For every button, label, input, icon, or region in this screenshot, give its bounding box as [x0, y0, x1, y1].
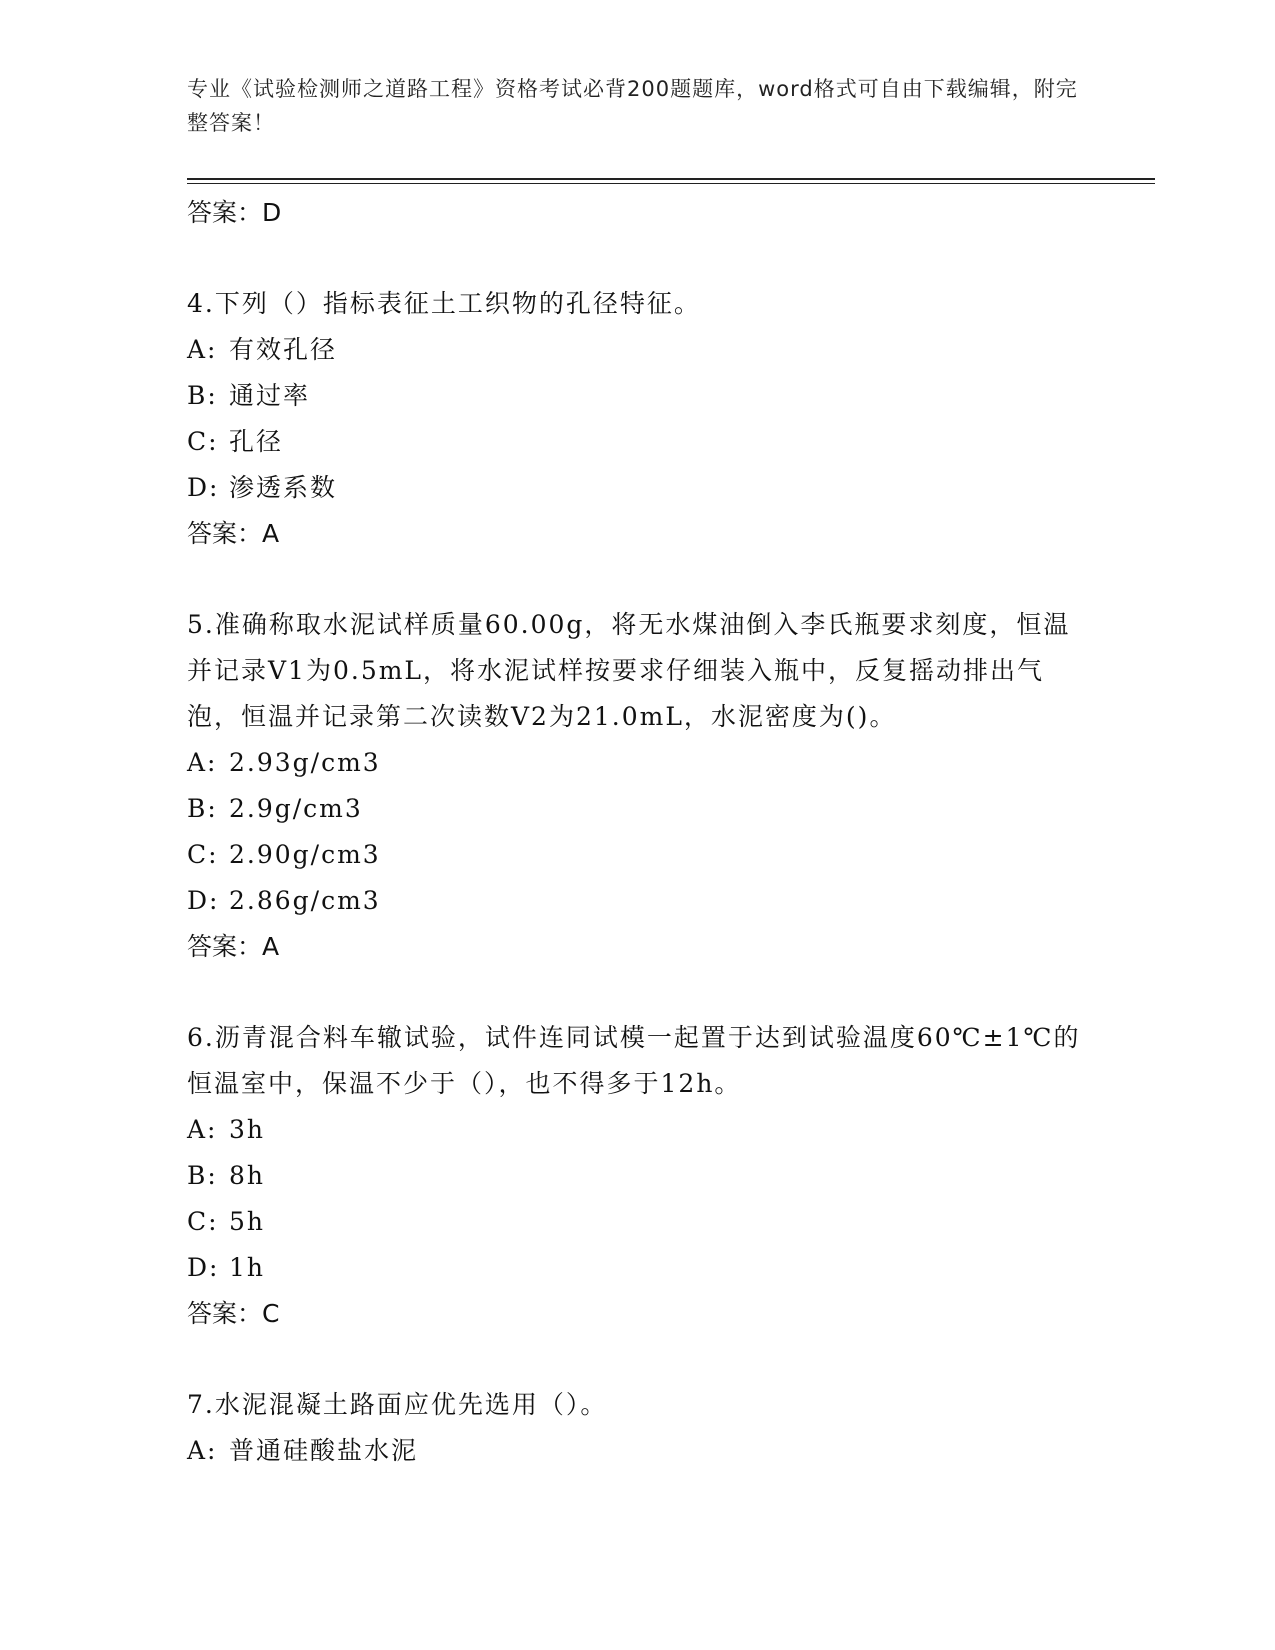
question-stem: 7.水泥混凝土路面应优先选用（）。 [187, 1390, 608, 1419]
question-list [187, 190, 1087, 1474]
header-divider-thin [187, 183, 1155, 184]
option-d [187, 1245, 1087, 1291]
option-text: 2.9g/cm3 [229, 794, 363, 823]
option-a [187, 1428, 1087, 1474]
option-text: 普通硅酸盐水泥 [229, 1436, 419, 1465]
option-d [187, 465, 1087, 511]
option-letter: D: [187, 886, 220, 915]
document-header [187, 72, 1087, 140]
option-letter: C: [187, 840, 219, 869]
option-a [187, 327, 1087, 373]
option-letter: B: [187, 1161, 218, 1190]
option-c [187, 832, 1087, 878]
answer-line: 答案：D [187, 198, 282, 227]
option-text: 3h [229, 1115, 266, 1144]
answer-line: 答案：C [187, 1299, 280, 1328]
question-block [187, 281, 1087, 557]
option-letter: B: [187, 794, 218, 823]
option-c [187, 1199, 1087, 1245]
option-letter: A: [187, 1436, 218, 1465]
option-text: 8h [229, 1161, 266, 1190]
question-stem: 4.下列（）指标表征土工织物的孔径特征。 [187, 289, 701, 318]
option-text: 渗透系数 [229, 473, 338, 502]
option-letter: A: [187, 1115, 218, 1144]
header-divider [187, 178, 1155, 180]
option-text: 2.86g/cm3 [229, 886, 381, 915]
option-a [187, 1107, 1087, 1153]
option-c [187, 419, 1087, 465]
option-letter: C: [187, 1207, 219, 1236]
option-text: 通过率 [229, 381, 311, 410]
option-text: 5h [229, 1207, 266, 1236]
option-b [187, 1153, 1087, 1199]
answer-line: 答案：A [187, 932, 280, 961]
question-stem: 6.沥青混合料车辙试验，试件连同试模一起置于达到试验温度60℃±1℃的恒温室中，保温不少于（），也不得多于12h。 [187, 1023, 1081, 1098]
option-text: 2.90g/cm3 [229, 840, 381, 869]
option-letter: C: [187, 427, 219, 456]
option-text: 有效孔径 [229, 335, 338, 364]
document-title: 专业《试验检测师之道路工程》资格考试必背200题题库，word格式可自由下载编辑，附完整答案！ [187, 77, 1078, 135]
option-text: 2.93g/cm3 [229, 748, 381, 777]
question-block [187, 602, 1087, 970]
option-text: 1h [229, 1253, 266, 1282]
option-letter: A: [187, 335, 218, 364]
option-letter: D: [187, 1253, 220, 1282]
option-b [187, 786, 1087, 832]
option-letter: A: [187, 748, 218, 777]
question-stem: 5.准确称取水泥试样质量60.00g，将无水煤油倒入李氏瓶要求刻度，恒温并记录V1为0.5mL，将水泥试样按要求仔细装入瓶中，反复摇动排出气泡，恒温并记录第二次读数V2为21.0mL，水泥密度为()。 [187, 610, 1071, 731]
question-block [187, 1382, 1087, 1474]
option-b [187, 373, 1087, 419]
option-letter: D: [187, 473, 220, 502]
question-block [187, 1015, 1087, 1337]
answer-line: 答案：A [187, 519, 280, 548]
option-d [187, 878, 1087, 924]
option-a [187, 740, 1087, 786]
option-letter: B: [187, 381, 218, 410]
option-text: 孔径 [229, 427, 284, 456]
